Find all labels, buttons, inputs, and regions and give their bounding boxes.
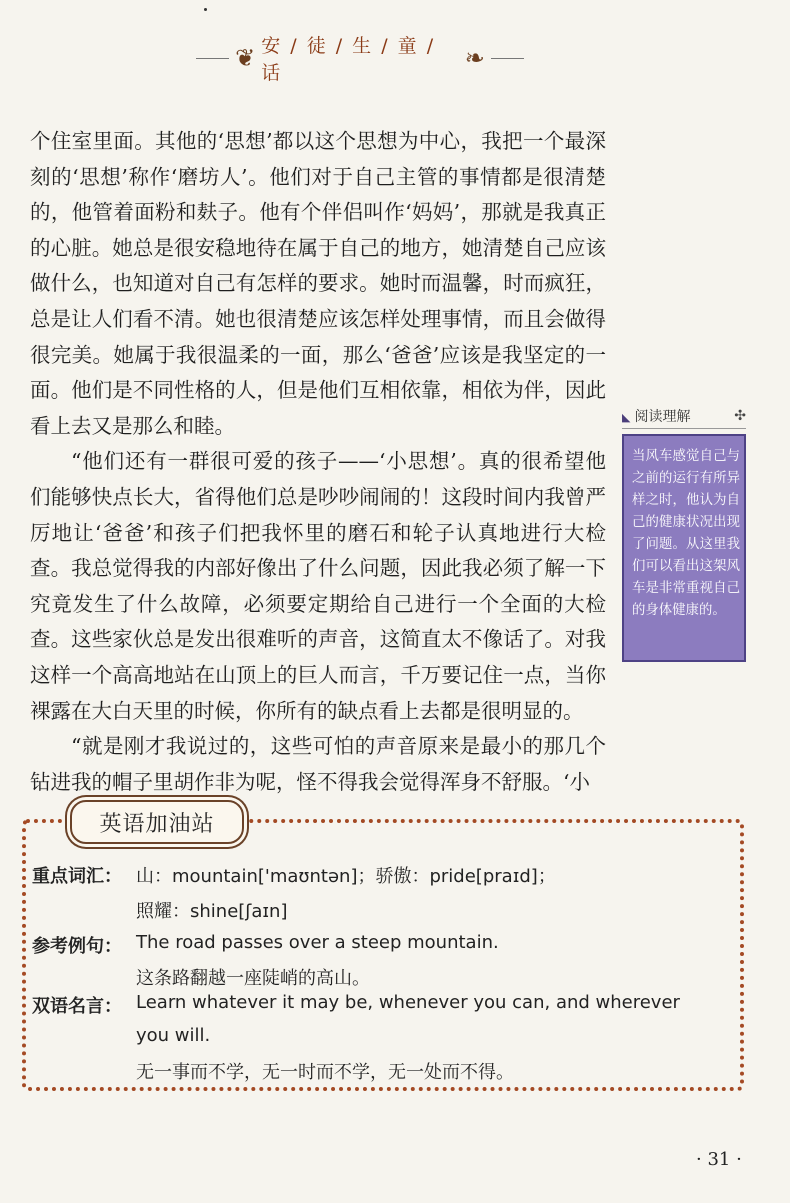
ornament-left-icon: ❦	[235, 44, 256, 72]
ornament-right-icon: ❧	[464, 44, 485, 72]
header-title: 安 / 徒 / 生 / 童 / 话	[261, 35, 436, 84]
vocab-label: 重点词汇：	[32, 866, 122, 887]
page-number: · 31 ·	[696, 1149, 742, 1170]
paragraph-3: “就是刚才我说过的，这些可怕的声音原来是最小的那几个钻进我的帽子里胡作非为呢，怪不得我会觉得浑身不舒服。‘小	[30, 734, 606, 794]
ornament-star-icon: ✣	[734, 408, 746, 424]
top-dot	[204, 8, 207, 11]
example-chinese: 这条路翻越一座陡峭的高山。	[136, 968, 370, 989]
example-row	[32, 932, 122, 958]
sidebar-heading	[622, 404, 746, 429]
vocab-line-2: 照耀：shine[ʃaɪn]	[136, 901, 288, 922]
vocab-line-1: 山：mountain['maʊntən]；骄傲：pride[praɪd]；	[136, 866, 556, 887]
paragraph-2: “他们还有一群很可爱的孩子——‘小思想’。真的很希望他们能够快点长大，省得他们总是吵吵闹闹的！这段时间内我曾严厉地让‘爸爸’和孩子们把我怀里的磨石和轮子认真地进行大检查。我总觉得我的内部好像出了什么问题，因此我必须了解一下究竟发生了什么故障，必须要定期给自己进行一个全面的大检查。这些家伙总是发出很难听的声音，这简直太不像话了。对我这样一个高高地站在山顶上的巨人而言，千万要记住一点，当你裸露在大白天里的时候，你所有的缺点看上去都是很明显的。	[30, 449, 606, 723]
quote-chinese: 无一事而不学，无一时而不学，无一处而不得。	[136, 1062, 514, 1083]
quote-english-line-2: you will.	[136, 1025, 211, 1046]
example-label: 参考例句：	[32, 936, 122, 957]
sidebar-title: 阅读理解	[634, 409, 691, 425]
header-rule-left	[196, 58, 229, 59]
paragraph-1: 个住室里面。其他的‘思想’都以这个思想为中心，我把一个最深刻的‘思想’称作‘磨坊人’。他们对于自己主管的事情都是很清楚的，他管着面粉和麸子。他有个伴侣叫作‘妈妈’，那就是我真正的心脏。她总是很安稳地待在属于自己的地方，她清楚自己应该做什么，也知道对自己有怎样的要求。她时而温馨，时而疯狂，总是让人们看不清。她也很清楚应该怎样处理事情，而且会做得很完美。她属于我很温柔的一面，那么‘爸爸’应该是我坚定的一面。他们是不同性格的人，但是他们互相依靠，相依为伴，因此看上去又是那么和睦。	[30, 129, 606, 438]
body-text	[30, 124, 606, 800]
quote-label: 双语名言：	[32, 996, 122, 1017]
english-box	[22, 819, 744, 1091]
quote-english-line-1: Learn whatever it may be, whenever you can, and wherever	[136, 992, 680, 1013]
english-box-title: 英语加油站	[70, 800, 244, 844]
sidebar-note: 当风车感觉自己与之前的运行有所异样之时，他认为自己的健康状况出现了问题。从这里我们可以看出这架风车是非常重视自己的身体健康的。	[622, 434, 746, 662]
quote-row	[32, 992, 122, 1018]
example-english: The road passes over a steep mountain.	[136, 932, 499, 953]
triangle-icon: ◣	[622, 411, 631, 424]
vocab-row	[32, 862, 122, 888]
header-rule-right	[491, 58, 524, 59]
running-header	[190, 35, 530, 84]
